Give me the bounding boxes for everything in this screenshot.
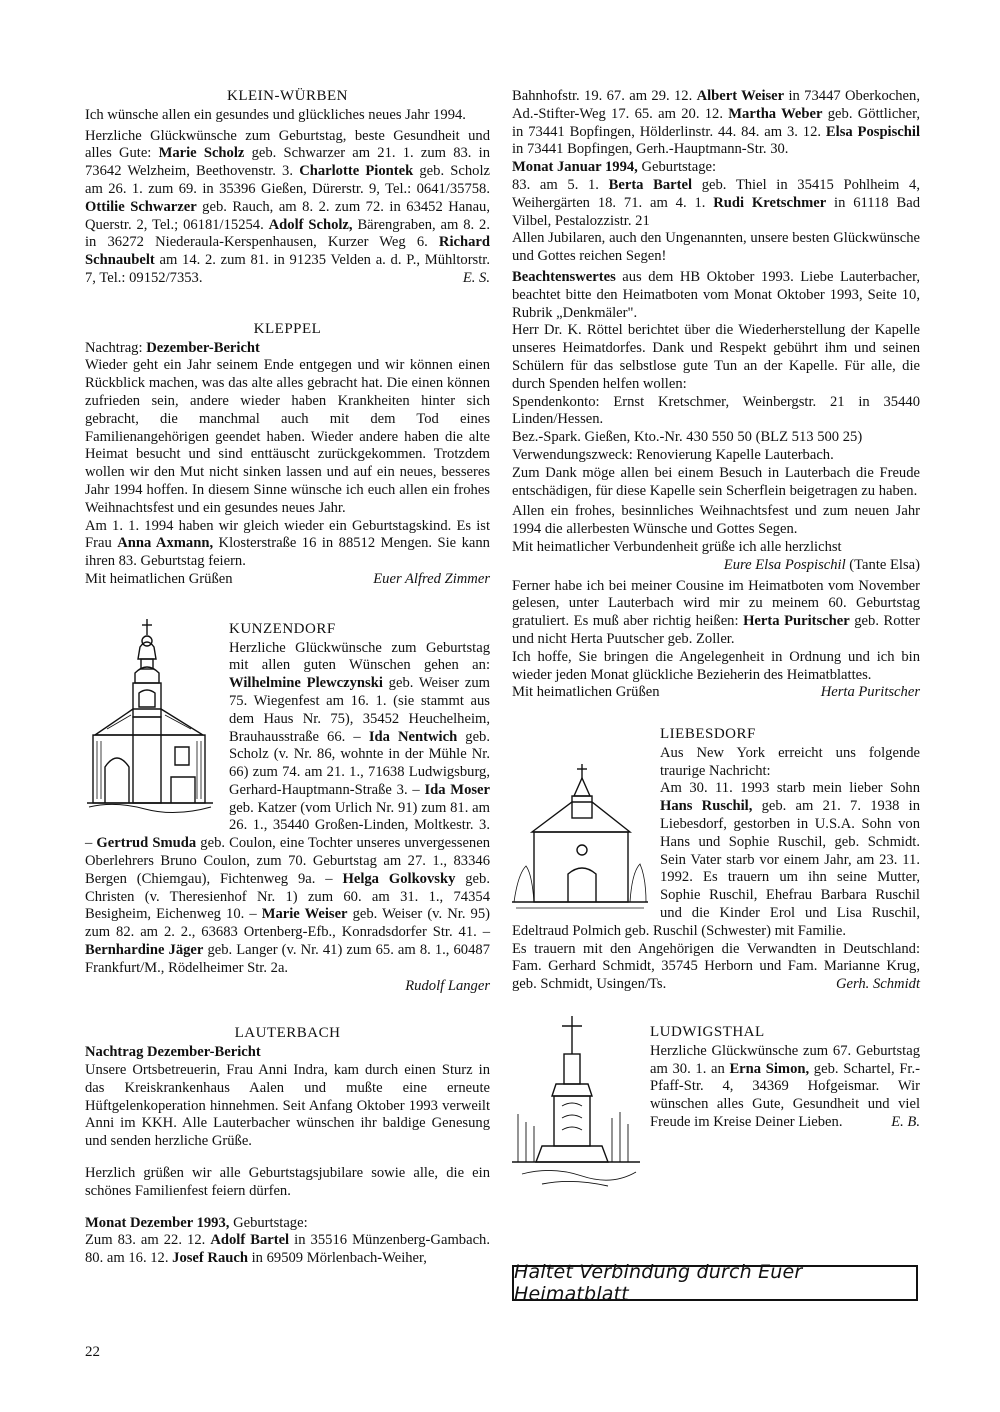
paragraph: Ferner habe ich bei meiner Cousine im Heimatboten vom November gelesen, unter Lauterbach wird mir zu meinem 60. Geburtstag gratuliert. Es muß aber richtig heißen: Herta Puritscher geb. Rotter und nicht Herta Puutscher geb. Zoller.: [512, 577, 920, 647]
person-name: Adolf Scholz,: [268, 216, 353, 233]
paragraph: Allen ein frohes, besinnliches Weihnachtsfest und zum neuen Jahr 1994 die allerbesten Wünsche und Gottes Segen.: [512, 503, 920, 538]
person-name: Erna Simon,: [729, 1060, 810, 1077]
paragraph: Aus New York erreicht uns folgende traurige Nachricht:: [660, 744, 920, 779]
closing-row: [85, 571, 490, 589]
person-name: Anna Axmann,: [117, 535, 214, 552]
signature: Herta Puritscher: [820, 684, 920, 701]
signature: Eure Elsa Pospischil (Tante Elsa): [723, 556, 920, 573]
section-lauterbach-continued: [512, 88, 920, 702]
person-name: Adolf Bartel: [210, 1232, 290, 1249]
person-name: Helga Golkovsky: [342, 870, 456, 887]
section-klein-wuerben: [85, 88, 490, 288]
subtitle: Nachtrag Dezember-Bericht: [85, 1044, 261, 1061]
closing-row: [512, 684, 920, 702]
person-name: Ida Moser: [424, 781, 490, 798]
paragraph: Spendenkonto: Ernst Kretschmer, Weinbergstr. 21 in 35440 Linden/Hessen.: [512, 393, 920, 428]
person-name: Hans Ruschil,: [660, 798, 753, 815]
person-name: Martha Weber: [728, 105, 823, 122]
person-name: Ottilie Schwarzer: [85, 198, 197, 215]
paragraph: 83. am 5. 1. Berta Bartel geb. Thiel in 35415 Pohlheim 4, Weihergärten 18. 71. am 4. 1. Rudi Kretschmer in 61118 Bad Vilbel, Pestalozzistr. 21: [512, 176, 921, 229]
closing: Mit heimatlichen Grüßen: [512, 684, 660, 701]
paragraph: Am 1. 1. 1994 haben wir gleich wieder ein Geburtstagskind. Es ist Frau Anna Axmann, Klosterstraße 16 in 88512 Mengen. Sie kann ihren 83. Geburtstag feiern.: [85, 517, 490, 570]
memorial-illustration: [512, 1014, 640, 1192]
person-name: Charlotte Piontek: [299, 163, 414, 180]
section-lauterbach: [85, 1025, 490, 1268]
subtitle: Nachtrag: Dezember-Bericht: [85, 339, 260, 356]
signature: Rudolf Langer: [405, 977, 490, 994]
signature: Gerh. Schmidt: [835, 976, 920, 993]
paragraph: Es trauern mit den Angehörigen die Verwandten in Deutschland: Fam. Gerhard Schmidt, 35745 Herborn und Fam. Marianne Krug, geb. Schmidt, Usingen/Ts. Gerh. Schmidt: [512, 940, 920, 993]
person-name: Josef Rauch: [172, 1250, 248, 1267]
person-name: Wilhelmine Plewczynski: [229, 675, 383, 692]
page-number: 22: [85, 1344, 100, 1360]
section-title: LIEBESDORF: [660, 726, 756, 743]
subheading: Monat Januar 1994, Geburtstage:: [512, 159, 717, 176]
paragraph: Wieder geht ein Jahr seinem Ende entgegen und wir können einen Rückblick machen, was das alte alles gebracht hat. Die einen können zufrieden sein, andere wieder haben Krankheiten hinter sich gebracht, die manchmal auch mit dem Tod eines Familienangehörigen geendet haben. Wieder andere haben die alte Heimat besucht und sind enttäuscht zurückgekommen. Trotzdem wollen wir den Mut nicht sinken lassen und auf ein neues, besseres Jahr 1994 hoffen. In diesem Sinne wünsche ich euch allen ein frohes Weihnachtsfest und ein gesundes neues Jahr.: [85, 357, 490, 516]
paragraph: Ich wünsche allen ein gesundes und glückliches neues Jahr 1994.: [85, 106, 466, 123]
paragraph: Am 30. 11. 1993 starb mein lieber Sohn Hans Ruschil, geb. am 21. 7. 1938 in Liebesdorf, gestorben in U.S.A. Sohn von Hans und Sophie Ruschil, geb. Schmidt. Sein Vater starb vor einem Jahr, am 23. 11. 1992. Es trauern um ihn seine Mutter, Sophie Ruschil, Ehefrau Barbara Ruschil und die Kinder Erol und Lisa Ruschil, Edeltraud Polmich geb. Ruschil (Schwester) mit Familie.: [512, 780, 920, 939]
paragraph: Zum Dank möge allen bei einem Besuch in Lauterbach die Freude entschädigen, für diese Kapelle sein Scherflein beigetragen zu haben.: [512, 464, 920, 499]
paragraph: Mit heimatlicher Verbundenheit grüße ich alle herzlichst: [512, 538, 842, 555]
closing: Mit heimatlichen Grüßen: [85, 570, 233, 587]
section-ludwigsthal: [512, 1024, 920, 1194]
wayside-cross-icon: [512, 1014, 640, 1192]
paragraph: Herzliche Glückwünsche zum 67. Geburtstag am 30. 1. an Erna Simon, geb. Schartel, Fr.-Pfaff-Str. 4, 34369 Hofgeismar. Wir wünschen alles Gute, Gesundheit und viel Freude im Kreise Deiner Lieben. E. B.: [650, 1042, 920, 1131]
section-title: LUDWIGSTHAL: [650, 1024, 765, 1041]
right-column: [512, 88, 920, 1194]
section-title: KUNZENDORF: [229, 620, 336, 637]
signature: E. S.: [462, 269, 490, 286]
paragraph: Bahnhofstr. 19. 67. am 29. 12. Albert Weiser in 73447 Oberkochen, Ad.-Stifter-Weg 17. 65. am 20. 12. Martha Weber geb. Göttlicher, in 73441 Bopfingen, Hölderlinstr. 44. 84. am 3. 12. Elsa Pospischil in 73441 Bopfingen, Gerh.-Hauptmann-Str. 30.: [512, 88, 920, 158]
person-name: Albert Weiser: [696, 88, 785, 104]
section-liebesdorf: [512, 726, 920, 994]
paragraph: Verwendungszweck: Renovierung Kapelle Lauterbach.: [512, 446, 834, 463]
paragraph: Bez.-Spark. Gießen, Kto.-Nr. 430 550 50 (BLZ 513 500 25): [512, 429, 863, 446]
person-name: Richard Schnaubelt: [85, 234, 490, 269]
chapel-icon: [512, 762, 648, 912]
paragraph: Beachtenswertes aus dem HB Oktober 1993. Liebe Lauterbacher, beachtet bitte den Heimatboten vom Monat Oktober 1993, Seite 10, Rubrik „Denkmäler".: [512, 268, 920, 321]
signature: E. B.: [891, 1114, 920, 1131]
church-icon: [85, 617, 215, 817]
person-name: Gertrud Smuda: [96, 835, 197, 852]
paragraph: Unsere Ortsbetreuerin, Frau Anni Indra, kam durch einen Sturz in das Kreiskrankenhaus Aalen und mußte eine erneute Hüftgelenkoperation hinnehmen. Seit Anfang Oktober 1993 verweilt Anni im KKH. Alle Lauterbacher wünschen ihr baldige Genesung und senden herzliche Grüße.: [85, 1062, 490, 1150]
section-kleppel: [85, 321, 490, 589]
person-name: Berta Bartel: [608, 176, 693, 193]
chapel-illustration: [512, 762, 648, 912]
paragraph: Zum 83. am 22. 12. Adolf Bartel in 35516 Münzenberg-Gambach. 80. am 16. 12. Josef Rauch in 69509 Mörlenbach-Weiher,: [85, 1232, 490, 1267]
person-name: Herta Puritscher: [743, 613, 850, 630]
continued-text: in 69509 Mörlenbach-Weiher,: [247, 1250, 427, 1267]
church-illustration: [85, 617, 215, 817]
paragraph: Allen Jubilaren, auch den Ungenannten, unsere besten Glückwünsche und Gottes reichen Segen!: [512, 230, 920, 265]
person-name: Marie Weiser: [261, 906, 348, 923]
person-name: Rudi Kretschmer: [713, 194, 827, 211]
paragraph: Herzliche Glückwünsche zum Geburtstag mit allen guten Wünschen gehen an: Wilhelmine Plewczynski geb. Weiser zum 75. Wiegenfest am 16. 1. (sie stammt aus dem Haus Nr. 75), 35452 Heuchelheim, Brauhausstraße 66. – Ida Nentwich geb. Scholz (v. Nr. 86, wohnte in der Mühle Nr. 66) zum 74. am 21. 1., 71638 Ludwigsburg, Gerhard-Hauptmann-Straße 3. – Ida Moser geb. Katzer (vom Urlich Nr. 91) zum 81. am 26. 1., 35440 Großen-Linden, Moltkestr. 3. – Gertrud Smuda geb. Coulon, eine Tochter unseres unvergessenen Oberlehrers Bruno Coulon, zum 70. Geburtstag am 27. 1., 83346 Bergen (Chiemgau), Fichtenweg 9a. – Helga Golkovsky geb. Christen (v. Theresienhof Nr. 1) zum 60. am 31. 1., 74354 Besigheim, Eichenweg 10. – Marie Weiser geb. Weiser (v. Nr. 95) zum 82. am 2. 2., 63683 Ortenberg-Efb., Konradsdorfer Str. 41. – Bernhardine Jäger geb. Langer (v. Nr. 41) zum 65. am 8. 1., 60487 Frankfurt/M., Rödelheimer Str. 2a.: [85, 639, 491, 976]
subheading: Monat Dezember 1993, Geburtstage:: [85, 1214, 308, 1231]
paragraph: Herzlich grüßen wir alle Geburtstagsjubilare sowie alle, die ein schönes Familienfest feiern dürfen.: [85, 1165, 490, 1199]
section-kunzendorf: [85, 621, 490, 996]
section-title: KLEPPEL: [253, 320, 322, 337]
signature: Euer Alfred Zimmer: [373, 570, 490, 587]
person-name: Marie Scholz: [158, 145, 245, 162]
person-name: Ida Nentwich: [368, 728, 458, 745]
person-name: Elsa Pospischil: [825, 123, 920, 140]
paragraph: Ich hoffe, Sie bringen die Angelegenheit in Ordnung und ich bin wieder jeden Monat glückliche Bezieherin des Heimatblattes.: [512, 648, 920, 683]
section-title: LAUTERBACH: [234, 1025, 341, 1042]
person-name: Bernhardine Jäger: [85, 942, 204, 959]
left-column: [85, 88, 490, 1268]
section-title: KLEIN-WÜRBEN: [227, 88, 348, 104]
paragraph: Herr Dr. K. Röttel berichtet über die Wiederherstellung der Kapelle unseres Heimatdorfes. Dank und Respekt gebührt ihm und seinen Schülern für das selbstlose gute Tun an der Kapelle. Für alle, die durch Spenden helfen wollen:: [512, 322, 920, 392]
motto-banner: Haltet Verbindung durch Euer Heimatblatt: [512, 1265, 918, 1301]
paragraph: Herzliche Glückwünsche zum Geburtstag, beste Gesundheit und alles Gute: Marie Scholz geb. Schwarzer am 21. 1. zum 83. in 73642 Welzheim, Beethovenstr. 3. Charlotte Piontek geb. Scholz am 26. 1. zum 69. in 35396 Gießen, Dürerstr. 9, Tel.: 0641/35758. Ottilie Schwarzer geb. Rauch, am 8. 2. zum 72. in 63452 Hanau, Querstr. 2, Tel.; 06181/15254. Adolf Scholz, Bärengraben, am 8. 2. in 36272 Niederaula-Kerspenhausen, Kurzer Weg 6. Richard Schnaubelt am 14. 2. zum 81. in 91235 Velden a. d. P., Mühltorstr. 7, Tel.: 09152/7353. E. S.: [85, 127, 491, 286]
